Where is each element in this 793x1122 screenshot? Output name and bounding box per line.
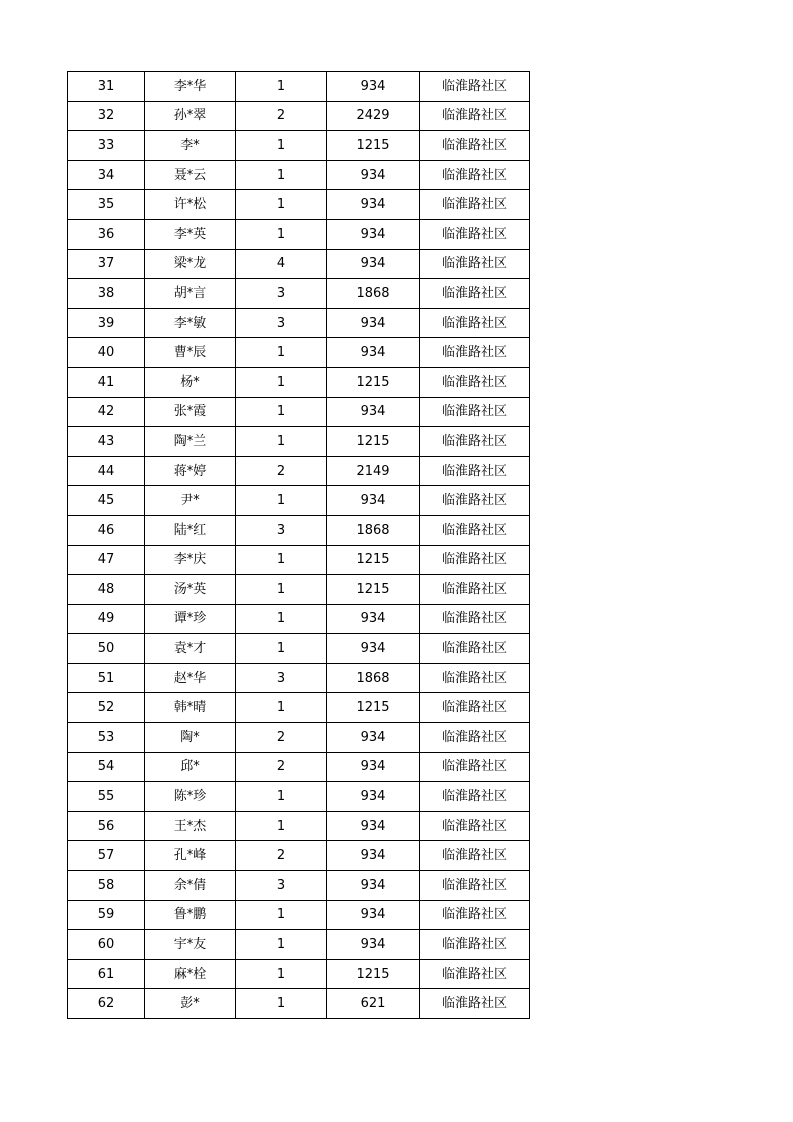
name-cell: 谭*珍 [145,604,236,634]
row-number-cell: 36 [68,219,145,249]
name-cell: 麻*栓 [145,959,236,989]
household-size-cell: 1 [236,486,327,516]
household-size-cell: 1 [236,72,327,102]
community-cell: 临淮路社区 [420,575,530,605]
row-number-cell: 39 [68,308,145,338]
table-row [68,338,530,368]
community-cell: 临淮路社区 [420,930,530,960]
amount-cell: 1215 [327,693,420,723]
table-row [68,752,530,782]
household-size-cell: 1 [236,900,327,930]
community-cell: 临淮路社区 [420,308,530,338]
name-cell: 李*英 [145,219,236,249]
row-number-cell: 55 [68,782,145,812]
amount-cell: 934 [327,249,420,279]
community-cell: 临淮路社区 [420,397,530,427]
community-cell: 临淮路社区 [420,338,530,368]
name-cell: 梁*龙 [145,249,236,279]
household-size-cell: 1 [236,397,327,427]
community-cell: 临淮路社区 [420,427,530,457]
amount-cell: 934 [327,604,420,634]
household-size-cell: 1 [236,338,327,368]
table-row [68,693,530,723]
amount-cell: 1215 [327,545,420,575]
community-cell: 临淮路社区 [420,72,530,102]
row-number-cell: 53 [68,723,145,753]
amount-cell: 2429 [327,101,420,131]
row-number-cell: 42 [68,397,145,427]
name-cell: 蒋*婷 [145,456,236,486]
name-cell: 袁*才 [145,634,236,664]
household-size-cell: 1 [236,989,327,1019]
amount-cell: 1215 [327,131,420,161]
household-size-cell: 2 [236,841,327,871]
community-cell: 临淮路社区 [420,723,530,753]
roster-table-body [68,72,530,1019]
name-cell: 聂*云 [145,160,236,190]
community-cell: 临淮路社区 [420,811,530,841]
table-row [68,959,530,989]
household-size-cell: 1 [236,545,327,575]
amount-cell: 1215 [327,367,420,397]
community-cell: 临淮路社区 [420,782,530,812]
row-number-cell: 54 [68,752,145,782]
name-cell: 曹*辰 [145,338,236,368]
household-size-cell: 3 [236,663,327,693]
household-size-cell: 1 [236,219,327,249]
amount-cell: 934 [327,486,420,516]
name-cell: 陆*红 [145,515,236,545]
amount-cell: 934 [327,397,420,427]
community-cell: 临淮路社区 [420,456,530,486]
amount-cell: 934 [327,308,420,338]
row-number-cell: 47 [68,545,145,575]
table-row [68,811,530,841]
table-row [68,427,530,457]
table-row [68,515,530,545]
amount-cell: 934 [327,811,420,841]
community-cell: 临淮路社区 [420,693,530,723]
household-size-cell: 1 [236,367,327,397]
name-cell: 韩*晴 [145,693,236,723]
table-row [68,723,530,753]
amount-cell: 934 [327,634,420,664]
row-number-cell: 59 [68,900,145,930]
community-cell: 临淮路社区 [420,900,530,930]
amount-cell: 1215 [327,575,420,605]
row-number-cell: 60 [68,930,145,960]
row-number-cell: 33 [68,131,145,161]
row-number-cell: 56 [68,811,145,841]
household-size-cell: 3 [236,308,327,338]
name-cell: 赵*华 [145,663,236,693]
name-cell: 李*敏 [145,308,236,338]
household-size-cell: 1 [236,131,327,161]
household-size-cell: 1 [236,930,327,960]
household-size-cell: 1 [236,604,327,634]
amount-cell: 934 [327,930,420,960]
name-cell: 尹* [145,486,236,516]
row-number-cell: 51 [68,663,145,693]
name-cell: 张*霞 [145,397,236,427]
name-cell: 许*松 [145,190,236,220]
amount-cell: 934 [327,160,420,190]
table-row [68,486,530,516]
community-cell: 临淮路社区 [420,131,530,161]
row-number-cell: 37 [68,249,145,279]
row-number-cell: 44 [68,456,145,486]
community-cell: 临淮路社区 [420,841,530,871]
amount-cell: 1215 [327,959,420,989]
table-row [68,604,530,634]
amount-cell: 2149 [327,456,420,486]
name-cell: 胡*言 [145,279,236,309]
amount-cell: 1868 [327,279,420,309]
table-row [68,249,530,279]
household-size-cell: 1 [236,427,327,457]
household-size-cell: 3 [236,515,327,545]
amount-cell: 934 [327,752,420,782]
row-number-cell: 34 [68,160,145,190]
name-cell: 陈*珍 [145,782,236,812]
household-size-cell: 3 [236,279,327,309]
row-number-cell: 35 [68,190,145,220]
household-size-cell: 3 [236,871,327,901]
name-cell: 李*华 [145,72,236,102]
amount-cell: 1215 [327,427,420,457]
row-number-cell: 61 [68,959,145,989]
table-row [68,397,530,427]
table-row [68,308,530,338]
household-size-cell: 2 [236,752,327,782]
community-cell: 临淮路社区 [420,634,530,664]
table-row [68,545,530,575]
table-row [68,101,530,131]
community-cell: 临淮路社区 [420,249,530,279]
row-number-cell: 45 [68,486,145,516]
community-cell: 临淮路社区 [420,871,530,901]
name-cell: 李*庆 [145,545,236,575]
table-row [68,131,530,161]
household-size-cell: 1 [236,959,327,989]
household-size-cell: 2 [236,101,327,131]
amount-cell: 934 [327,723,420,753]
row-number-cell: 40 [68,338,145,368]
row-number-cell: 46 [68,515,145,545]
household-size-cell: 2 [236,456,327,486]
table-row [68,871,530,901]
table-row [68,456,530,486]
name-cell: 余*倩 [145,871,236,901]
community-cell: 临淮路社区 [420,279,530,309]
name-cell: 陶*兰 [145,427,236,457]
table-row [68,900,530,930]
row-number-cell: 48 [68,575,145,605]
table-row [68,841,530,871]
row-number-cell: 50 [68,634,145,664]
amount-cell: 934 [327,190,420,220]
amount-cell: 934 [327,841,420,871]
amount-cell: 934 [327,871,420,901]
community-cell: 临淮路社区 [420,190,530,220]
community-cell: 临淮路社区 [420,101,530,131]
row-number-cell: 31 [68,72,145,102]
row-number-cell: 32 [68,101,145,131]
household-size-cell: 1 [236,811,327,841]
amount-cell: 1868 [327,663,420,693]
community-cell: 临淮路社区 [420,515,530,545]
community-cell: 临淮路社区 [420,545,530,575]
row-number-cell: 43 [68,427,145,457]
household-size-cell: 4 [236,249,327,279]
name-cell: 宇*友 [145,930,236,960]
table-row [68,634,530,664]
table-row [68,930,530,960]
household-size-cell: 1 [236,160,327,190]
amount-cell: 934 [327,782,420,812]
name-cell: 邱* [145,752,236,782]
amount-cell: 1868 [327,515,420,545]
community-cell: 临淮路社区 [420,959,530,989]
name-cell: 王*杰 [145,811,236,841]
name-cell: 孔*峰 [145,841,236,871]
row-number-cell: 57 [68,841,145,871]
table-row [68,279,530,309]
household-size-cell: 1 [236,782,327,812]
community-cell: 临淮路社区 [420,160,530,190]
table-row [68,219,530,249]
community-cell: 临淮路社区 [420,486,530,516]
community-cell: 临淮路社区 [420,663,530,693]
community-cell: 临淮路社区 [420,604,530,634]
table-row [68,782,530,812]
community-cell: 临淮路社区 [420,752,530,782]
name-cell: 杨* [145,367,236,397]
name-cell: 鲁*鹏 [145,900,236,930]
amount-cell: 934 [327,900,420,930]
row-number-cell: 52 [68,693,145,723]
name-cell: 汤*英 [145,575,236,605]
table-row [68,575,530,605]
amount-cell: 621 [327,989,420,1019]
amount-cell: 934 [327,219,420,249]
name-cell: 孙*翠 [145,101,236,131]
roster-table [67,71,530,1019]
community-cell: 临淮路社区 [420,989,530,1019]
row-number-cell: 41 [68,367,145,397]
household-size-cell: 1 [236,575,327,605]
amount-cell: 934 [327,338,420,368]
name-cell: 彭* [145,989,236,1019]
table-row [68,72,530,102]
community-cell: 临淮路社区 [420,219,530,249]
community-cell: 临淮路社区 [420,367,530,397]
household-size-cell: 2 [236,723,327,753]
table-row [68,663,530,693]
row-number-cell: 58 [68,871,145,901]
table-row [68,989,530,1019]
table-row [68,367,530,397]
household-size-cell: 1 [236,693,327,723]
household-size-cell: 1 [236,190,327,220]
row-number-cell: 49 [68,604,145,634]
name-cell: 陶* [145,723,236,753]
row-number-cell: 38 [68,279,145,309]
table-row [68,160,530,190]
amount-cell: 934 [327,72,420,102]
row-number-cell: 62 [68,989,145,1019]
name-cell: 李* [145,131,236,161]
table-row [68,190,530,220]
household-size-cell: 1 [236,634,327,664]
